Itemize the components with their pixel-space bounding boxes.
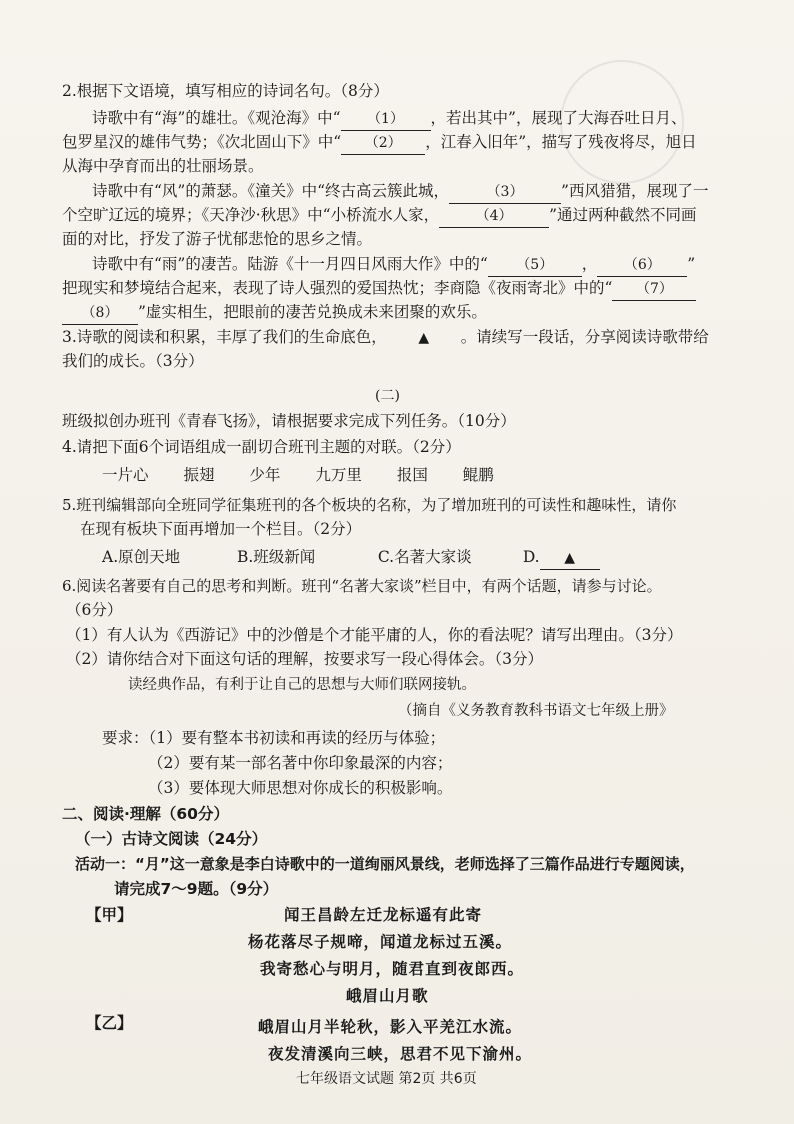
text: ”西风猎猎，展现了一 — [561, 182, 709, 200]
triangle-icon: ▲ — [564, 550, 576, 566]
q5-options — [102, 546, 600, 570]
q5-line1: 5.班刊编辑部向全班同学征集班刊的各个板块的名称，为了增加班刊的可读性和趣味性，请你 — [62, 496, 677, 514]
answer-triangle[interactable] — [387, 327, 461, 349]
poem-jia-line2: 我寄愁心与明月，随君直到夜郎西。 — [260, 959, 525, 978]
q2-para1-line1 — [92, 107, 686, 131]
q6-sub1: （1）有人认为《西游记》中的沙僧是个才能平庸的人，你的看法呢？请写出理由。（3分） — [66, 626, 683, 644]
q6-req1: 要求：（1）要有整本书初读和再读的经历与体验； — [102, 729, 446, 747]
blank-6[interactable]: （6） — [597, 254, 687, 277]
text: 。请续写一段话，分享阅读诗歌带给 — [460, 328, 709, 346]
text: 个空旷辽远的境界；《天净沙·秋思》中“小桥流水人家， — [62, 206, 440, 224]
text: ，江春入旧年”，描写了残夜将尽，旭日 — [425, 133, 697, 151]
blank-3[interactable]: （3） — [449, 181, 561, 204]
text: ” — [687, 255, 696, 273]
option-d: D. — [522, 548, 540, 566]
word: 九万里 — [315, 466, 362, 484]
activity-line1: 活动一：“月”这一意象是李白诗歌中的一道绚丽风景线，老师选择了三篇作品进行专题阅读， — [75, 855, 695, 873]
text: 诗歌中有“风”的萧瑟。《潼关》中“终古高云簇此城， — [92, 182, 450, 200]
q4-word-list — [102, 464, 494, 486]
q2-para1-line2 — [62, 131, 697, 155]
blank-2[interactable]: （2） — [341, 132, 425, 155]
q2-para3-line3 — [62, 301, 487, 325]
part2-subtitle: （一）古诗文阅读（24分） — [75, 830, 268, 848]
q2-para3-line1 — [92, 253, 695, 277]
poem-jia-line1: 杨花落尽子规啼，闻道龙标过五溪。 — [248, 932, 513, 951]
blank-1[interactable]: （1） — [341, 108, 431, 131]
activity-line2: 请完成7～9题。（9分） — [114, 880, 279, 898]
word: 少年 — [249, 466, 281, 484]
option-d-blank[interactable] — [540, 547, 600, 570]
q2-para2-line2 — [62, 204, 697, 228]
poem-yi-title: 峨眉山月歌 — [346, 986, 429, 1005]
text: ， — [581, 255, 598, 273]
q2-para1-line3: 从海中孕育而出的壮丽场景。 — [62, 157, 264, 175]
text: ”虚实相生，把眼前的凄苦兑换成未来团聚的欢乐。 — [138, 303, 487, 321]
word: 一片心 — [102, 466, 149, 484]
q3-line2: 我们的成长。（3分） — [62, 352, 204, 370]
text: 诗歌中有“雨”的凄苦。陆游《十一月四日风雨大作》中的“ — [92, 255, 488, 273]
text: 把现实和梦境结合起来，表现了诗人强烈的爱国热忱；李商隐《夜雨寄北》中的“ — [62, 279, 613, 297]
section-header: (二) — [375, 388, 400, 404]
part2-title: 二、阅读·理解（60分） — [62, 805, 229, 823]
blank-8[interactable]: （8） — [62, 302, 138, 325]
q4-title: 4.请把下面6个词语组成一副切合班刊主题的对联。（2分） — [62, 438, 461, 456]
text: 包罗星汉的雄伟气势；《次北固山下》中“ — [62, 133, 342, 151]
q6-req2: （2）要有某一部名著中你印象最深的内容； — [148, 754, 453, 772]
blank-5[interactable]: （5） — [488, 254, 582, 277]
q6-source: （摘自《义务教育教科书语文七年级上册》 — [398, 703, 674, 719]
q2-title: 2.根据下文语境，填写相应的诗词名句。（8分） — [62, 82, 389, 100]
q6-req3: （3）要体现大师思想对你成长的积极影响。 — [148, 779, 453, 797]
q6-sub2: （2）请你结合对下面这句话的理解，按要求写一段心得体会。（3分） — [66, 650, 543, 668]
q6-quote: 读经典作品，有利于让自己的思想与大师们联网接轨。 — [128, 677, 476, 693]
poem-yi-line2: 夜发清溪向三峡，思君不见下渝州。 — [268, 1044, 533, 1063]
option-c: C.名著大家谈 — [377, 548, 472, 566]
poem-yi-line1: 峨眉山月半轮秋，影入平羌江水流。 — [258, 1017, 523, 1036]
q3-line1 — [62, 326, 709, 349]
word: 报国 — [396, 466, 428, 484]
triangle-icon: ▲ — [418, 330, 430, 346]
poem-jia-tag: 【甲】 — [86, 906, 133, 924]
q2-para2-line1 — [92, 180, 708, 204]
poem-jia-title: 闻王昌龄左迁龙标遥有此寄 — [284, 905, 483, 924]
option-a: A.原创天地 — [102, 548, 181, 566]
word: 振翅 — [183, 466, 215, 484]
text: ”通过两种截然不同画 — [549, 206, 697, 224]
poem-yi-tag: 【乙】 — [86, 1014, 133, 1032]
text: 3.诗歌的阅读和积累，丰厚了我们的生命底色， — [62, 328, 387, 346]
q2-para2-line3: 面的对比，抒发了游子忧郁悲怆的思乡之情。 — [62, 230, 373, 248]
option-b: B.班级新闻 — [236, 548, 316, 566]
blank-4[interactable]: （4） — [439, 205, 549, 228]
q6-line1: 6.阅读名著要有自己的思考和判断。班刊“名著大家谈”栏目中，有两个话题，请参与讨论。 — [62, 577, 662, 595]
word: 鲲鹏 — [462, 466, 494, 484]
q6-line2: （6分） — [66, 601, 123, 619]
blank-7[interactable]: （7） — [612, 278, 696, 301]
section-intro: 班级拟创办班刊《青春飞扬》，请根据要求完成下列任务。（10分） — [62, 412, 516, 430]
q2-para3-line2 — [62, 277, 696, 301]
page-footer: 七年级语文试题 第2页 共6页 — [296, 1071, 477, 1087]
text: ，若出其中”，展现了大海吞吐日月、 — [430, 109, 687, 127]
q5-line2: 在现有板块下面再增加一个栏目。（2分） — [80, 520, 362, 538]
text: 诗歌中有“海”的雄壮。《观沧海》中“ — [92, 109, 341, 127]
